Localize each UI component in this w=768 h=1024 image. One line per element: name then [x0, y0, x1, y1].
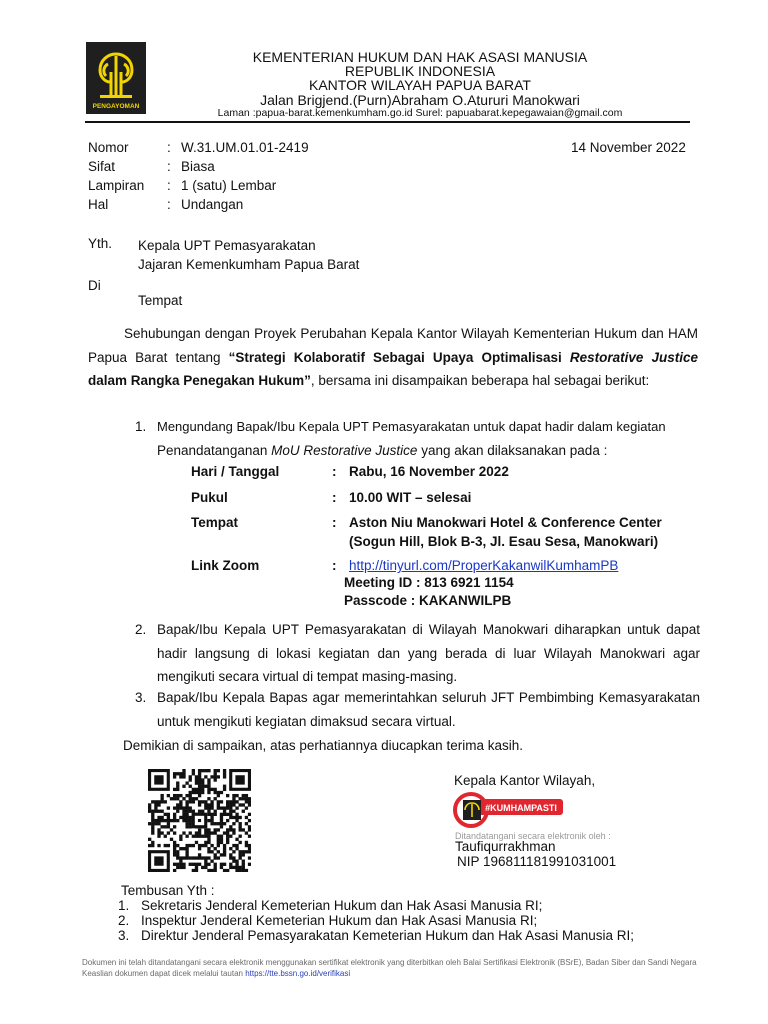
item2-number: 2.: [135, 622, 147, 637]
item1-text-a: Penandatanganan: [157, 443, 272, 458]
letter-date: 14 November 2022: [571, 140, 686, 155]
signature-title: Kepala Kantor Wilayah,: [454, 773, 596, 788]
tembusan-num-3: 3.: [118, 928, 130, 943]
signed-note: Ditandatangani secara elektronik oleh :: [455, 831, 611, 841]
meta-label-hal: Hal: [88, 197, 109, 212]
footer-verify-note: [82, 969, 350, 978]
meta-value-nomor: W.31.UM.01.01-2419: [181, 140, 309, 155]
detail-colon: :: [332, 490, 337, 505]
intro-bold-1: “Strategi Kolaboratif Sebagai Upaya Optimalisasi: [228, 349, 570, 365]
item1-line1: Mengundang Bapak/Ibu Kepala UPT Pemasyarakatan untuk dapat hadir dalam kegiatan: [157, 419, 666, 434]
passcode: Passcode : KAKANWILPB: [344, 593, 512, 608]
item2-text: Bapak/Ibu Kepala UPT Pemasyarakatan di Wilayah Manokwari diharapkan untuk dapat hadir langsung di lokasi kegiatan dan yang berada di luar Wilayah Manokwari agar mengikuti secara virtual di tempat masing-masing.: [157, 622, 700, 684]
item1-italic: MoU Restorative Justice: [271, 443, 418, 458]
pengayoman-logo: [86, 42, 146, 114]
qr-code: [148, 769, 251, 872]
republic-name: REPUBLIK INDONESIA: [344, 63, 496, 79]
meta-label-nomor: Nomor: [88, 140, 129, 155]
logo-text: PENGAYOMAN: [92, 103, 140, 110]
recipient-yth: Yth.: [88, 236, 113, 251]
detail-zoom-label: Link Zoom: [191, 558, 260, 573]
meeting-id: Meeting ID : 813 6921 1154: [344, 575, 514, 590]
meta-colon: :: [167, 140, 171, 155]
meta-value-lampiran: 1 (satu) Lembar: [181, 178, 277, 193]
intro-text-b: , bersama ini disampaikan beberapa hal sebagai berikut:: [310, 373, 650, 388]
meta-label-lampiran: Lampiran: [88, 178, 145, 193]
signer-nip: NIP 196811181991031001: [457, 854, 617, 869]
detail-tempat-value-1: Aston Niu Manokwari Hotel & Conference Center: [349, 515, 662, 530]
office-name: KANTOR WILAYAH PAPUA BARAT: [309, 77, 531, 93]
recipient-di: Di: [88, 278, 101, 293]
detail-colon: :: [332, 515, 337, 530]
meta-colon: :: [167, 178, 171, 193]
item3-number: 3.: [135, 690, 147, 705]
detail-tempat-value-2: (Sogun Hill, Blok B-3, Jl. Esau Sesa, Manokwari): [349, 534, 659, 549]
closing-sentence: Demikian di sampaikan, atas perhatiannya diucapkan terima kasih.: [123, 738, 523, 753]
footer-verify-text: Keaslian dokumen dapat dicek melalui tautan: [82, 969, 246, 978]
office-contact: Laman :papua-barat.kemenkumham.go.id Surel: papuabarat.kepegawaian@gmail.com: [217, 107, 623, 119]
recipient-line2: Jajaran Kemenkumham Papua Barat: [138, 257, 360, 272]
detail-colon: :: [332, 464, 337, 479]
detail-colon: :: [332, 558, 337, 573]
tembusan-item-1: Sekretaris Jenderal Kemeterian Hukum dan Hak Asasi Manusia RI;: [141, 898, 543, 913]
detail-tempat-label: Tempat: [191, 515, 239, 530]
verify-link[interactable]: https://tte.bssn.go.id/verifikasi: [245, 969, 351, 978]
detail-pukul-label: Pukul: [191, 490, 228, 505]
item3-text: Bapak/Ibu Kepala Bapas agar memerintahkan seluruh JFT Pembimbing Kemasyarakatan untuk mengikuti kegiatan dimaksud secara virtual.: [157, 690, 700, 729]
item1-number: 1.: [135, 419, 147, 434]
intro-text-a: Sehubungan dengan Proyek Perubahan Kepala Kantor Wilayah Kementerian Hukum dan HAM Papua Barat tentang: [88, 326, 698, 365]
tembusan-item-2: Inspektur Jenderal Kemeterian Hukum dan Hak Asasi Manusia RI;: [141, 913, 538, 928]
meta-value-hal: Undangan: [181, 197, 244, 212]
meta-colon: :: [167, 197, 171, 212]
signer-name: Taufiqurrakhman: [455, 839, 556, 854]
detail-hari-value: Rabu, 16 November 2022: [349, 464, 509, 479]
stamp-text: #KUMHAMPASTI: [485, 803, 557, 813]
meta-label-sifat: Sifat: [88, 159, 116, 174]
office-address: Jalan Brigjend.(Purn)Abraham O.Atururi Manokwari: [260, 92, 580, 108]
intro-bold-italic: Restorative Justice: [569, 349, 698, 365]
recipient-line1: Kepala UPT Pemasyarakatan: [138, 238, 316, 253]
zoom-link[interactable]: http://tinyurl.com/ProperKakanwilKumhamPB: [349, 558, 619, 573]
kumhampasti-stamp: [453, 791, 565, 829]
item1-line2: [157, 443, 607, 458]
detail-pukul-value: 10.00 WIT – selesai: [349, 490, 472, 505]
tembusan-title: Tembusan Yth :: [121, 883, 215, 898]
ministry-name: KEMENTERIAN HUKUM DAN HAK ASASI MANUSIA: [252, 49, 588, 65]
intro-bold-2: dalam Rangka Penegakan Hukum”: [88, 373, 311, 388]
meta-value-sifat: Biasa: [181, 159, 215, 174]
item1-text-b: yang akan dilaksanakan pada :: [417, 443, 608, 458]
recipient-tempat: Tempat: [138, 293, 183, 308]
footer-bsre-note: Dokumen ini telah ditandatangani secara elektronik menggunakan sertifikat elektronik yang diterbitkan oleh Balai Sertifikasi Elektronik (BSrE), Badan Siber dan Sandi Negara: [82, 958, 697, 967]
intro-paragraph: [88, 322, 698, 393]
tembusan-item-3: Direktur Jenderal Pemasyarakatan Kemeterian Hukum dan Hak Asasi Manusia RI;: [141, 928, 634, 943]
detail-hari-label: Hari / Tanggal: [191, 464, 280, 479]
meta-colon: :: [167, 159, 171, 174]
header-divider: [85, 121, 690, 123]
tembusan-num-1: 1.: [118, 898, 130, 913]
tembusan-num-2: 2.: [118, 913, 130, 928]
